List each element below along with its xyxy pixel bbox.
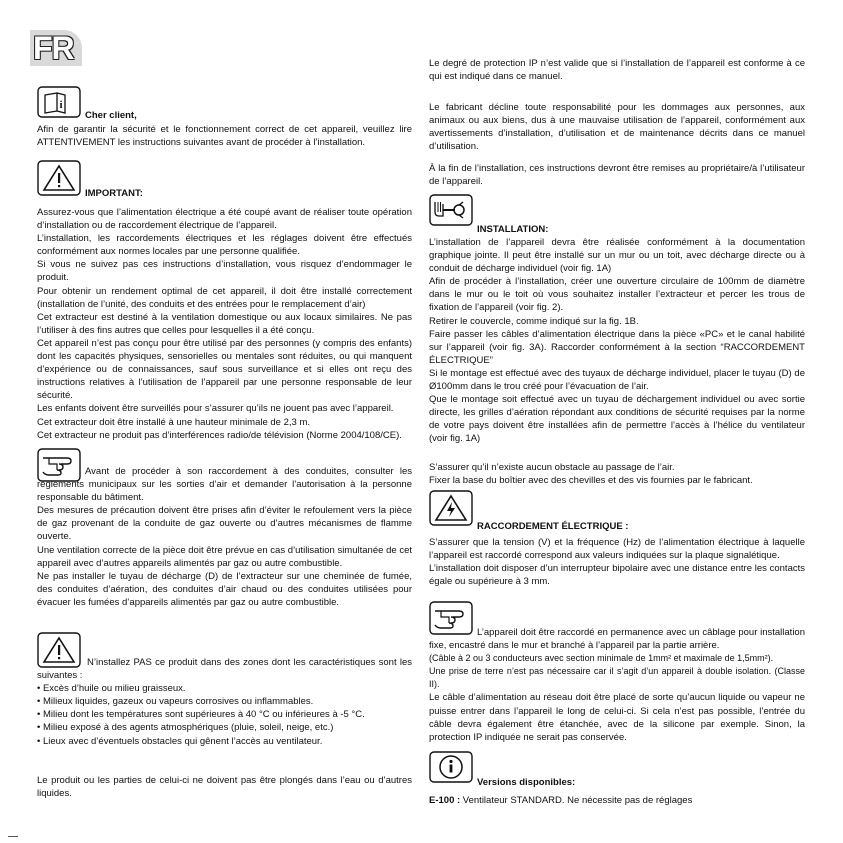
- immersion-para: Le produit ou les parties de celui-ci ne doivent pas être plongés dans l’eau ou d’autres liquides.: [37, 775, 412, 800]
- electrical-para-1: S’assurer que la tension (V) et la fréquence (Hz) de l’alimentation électrique à laquelle l’appareil est raccordé correspond aux valeurs indiquées sur la plaque signalétique.: [429, 537, 805, 562]
- warning2-lead: N’installez PAS ce produit dans des zones dont les caractéristiques sont les suivantes :: [37, 657, 412, 682]
- manual-book-icon: [37, 86, 81, 118]
- warning-triangle-icon: [37, 160, 81, 196]
- warning2-item-1: • Excès d’huile ou milieu graisseux.: [37, 683, 186, 695]
- electric-hazard-icon: [429, 490, 473, 526]
- language-badge: [30, 30, 82, 66]
- installation-text: [429, 236, 805, 446]
- immersion-text: [37, 774, 412, 800]
- warning2-item-3: • Milieu dont les températures sont supérieures à 40 °C ou inférieures à -5 °C.: [37, 709, 365, 721]
- versions-text: [429, 794, 805, 807]
- version-desc: Ventilateur STANDARD. Ne nécessite pas de réglages: [462, 795, 693, 806]
- installation-after-text: [429, 461, 805, 487]
- handover-text: [429, 162, 805, 188]
- important-para-3: Si vous ne suivez pas ces instructions d’installation, vous risquez d’endommager le produit.: [37, 259, 412, 284]
- version-model: E-100 :: [429, 795, 461, 806]
- note2-lead: L’appareil doit être raccordé en permanence avec un câblage pour installation fixe, encastré dans le mur et branché à l’appareil par la partie arrière.: [429, 627, 805, 652]
- intro-para-1: Le degré de protection IP n’est valide que si l’installation de l’appareil est conforme à ce qui est indiqué dans ce manuel.: [429, 58, 805, 83]
- installation-para-2: Afin de procéder à l’installation, créer une ouverture circulaire de 100mm de diamètre dans le mur ou le toit où vous souhaitez installer l’extracteur et percer les trous de fixation de l’appareil (voir fig. 2).: [429, 276, 805, 314]
- dear-client-header: [37, 86, 412, 122]
- installation-para-1: L’installation de l’appareil devra être réalisée conformément à la documentation graphique jointe. Il peut être installé sur un mur ou un toit, avec décharge directe ou à conduit de décharge individuel (voir fig. 1A): [429, 237, 805, 275]
- intro-para-2: Le fabricant décline toute responsabilité pour les dommages aux personnes, aux animaux ou aux biens, dus à une mauvaise utilisation de l’appareil, conformément aux avertissements d’installation, d’utilisation et de maintenance décrits dans ce manuel d’utilisation.: [429, 102, 805, 153]
- electrical-para-2: L’installation doit disposer d’un interrupteur bipolaire avec une distance entre les contacts égale ou supérieure à 3 mm.: [429, 563, 805, 588]
- installation-para-5: Si le montage est effectué avec des tuyaux de décharge individuel, placer le tuyau (D) de Ø100mm dans le trou créé pour l’évacuation de l’air.: [429, 367, 805, 393]
- note1-para-3: Ne pas installer le tuyau de décharge (D) de l’extracteur sur une cheminée de fumée, des conduites d’aération, des conduites d’air chaud ou des conduites utilisées pour évacuer les fumées d’appareils alimentés par gaz ou autre combustible.: [37, 570, 412, 608]
- note1-text: [37, 465, 412, 609]
- important-para-4: Pour obtenir un rendement optimal de cet appareil, il doit être installé correctement (installation de l’unité, des conduits et des entrées pour le remplacement d’air): [37, 285, 412, 310]
- installation-heading: INSTALLATION:: [477, 224, 549, 235]
- warning2-item-4: • Milieu exposé à des agents atmosphériques (pluie, soleil, neige, etc.): [37, 722, 334, 734]
- warning2-item-2: • Milieux liquides, gazeux ou vapeurs corrosives ou inflammables.: [37, 696, 314, 708]
- installation-para-4: Faire passer les câbles d’alimentation électrique dans la pièce «PC» et le canal habilité sur l’appareil (voir fig. 3A). Raccorder conformément à la section “RACCORDEMENT ÉLECTRIQUE”: [429, 328, 805, 366]
- installation-header: [429, 194, 805, 235]
- note2-seal: Le câble d’alimentation au réseau doit être placé de sorte qu’aucun liquide ou vapeur ne puisse entrer dans l’appareil le long de celui-ci. Si cela n’est pas possible, l’entrée du câble devra également être étanchée, avec de la silicone par exemple. Sinon, la protection IP indiquée ne serait pas conservée.: [429, 692, 805, 743]
- note1-para-1: Des mesures de précaution doivent être prises afin d’éviter le refoulement vers la pièce de gaz provenant de la conduite de gaz ouverte ou d’autres mécanismes de flamme ouverte.: [37, 505, 412, 543]
- intro-para-3: À la fin de l’installation, ces instructions devront être remises au propriétaire/à l’utilisateur de l’appareil.: [429, 163, 805, 188]
- note1-para-2: Une ventilation correcte de la pièce doit être prévue en cas d’utilisation simultanée de cet appareil avec d’autres appareils alimentés par gaz ou autre combustible.: [37, 544, 412, 569]
- note2-earth: Une prise de terre n’est pas nécessaire car il s’agit d’un appareil à double isolation. (Classe II).: [429, 666, 805, 690]
- wrench-tool-icon: [429, 194, 473, 226]
- dear-client-text: [37, 123, 412, 149]
- note2-cable: (Câble à 2 ou 3 conducteurs avec section minimale de 1mm² et maximale de 1,5mm²).: [429, 653, 774, 664]
- important-heading: IMPORTANT:: [85, 188, 143, 199]
- installation-after-1: S’assurer qu’il n’existe aucun obstacle au passage de l’air.: [429, 462, 675, 473]
- important-para-8: Cet extracteur doit être installé à une hauteur minimale de 2,3 m.: [37, 416, 311, 428]
- note1-lead: Avant de procéder à son raccordement à des conduites, consulter les règlements municipaux sur les sorties d’air et demander l’autorisation à la personne responsable du bâtiment.: [37, 466, 412, 504]
- important-para-9: Cet extracteur ne produit pas d’interférences radio/de télévision (Norme 2004/108/CE).: [37, 429, 402, 441]
- page-edge-mark: [8, 836, 18, 837]
- warning2-item-5: • Lieux avec d’éventuels obstacles qui gênent l’accès au ventilateur.: [37, 735, 323, 747]
- ip-validity-text: [429, 57, 805, 83]
- versions-heading: Versions disponibles:: [477, 777, 576, 788]
- important-header: [37, 160, 412, 198]
- important-para-5: Cet extracteur est destiné à la ventilation domestique ou aux locaux similaires. Ne pas l’utiliser à des fins autres que celles pour lesquelles il a été conçu.: [37, 311, 412, 336]
- info-icon: [429, 751, 473, 783]
- dear-client-body: Afin de garantir la sécurité et le fonctionnement correct de cet appareil, veuillez lire ATTENTIVEMENT les instructions suivantes avant de procéder à l’installation.: [37, 124, 412, 149]
- important-text: [37, 206, 412, 442]
- installation-para-6: Que le montage soit effectué avec un tuyau de déchargement individuel ou avec sortie directe, les grilles d’aération répondant aux conditions de sécurité requises par la norme de votre pays doivent être installées afin de permettre l’accès à l’hélice du ventilateur (voir fig. 1A): [429, 394, 805, 445]
- svg-text:i: i: [59, 99, 63, 111]
- electrical-text: [429, 536, 805, 588]
- installation-para-3: Retirer le couvercle, comme indiqué sur la fig. 1B.: [429, 315, 639, 327]
- dear-client-heading: Cher client,: [85, 110, 137, 121]
- important-para-1: Assurez-vous que l’alimentation électrique a été coupé avant de réaliser toute opération d’installation ou de raccordement électrique de l’appareil.: [37, 207, 412, 232]
- versions-header: [429, 751, 805, 787]
- important-para-2: L’installation, les raccordements électriques et les réglages doivent être effectués conformément aux normes locales par une personne qualifiée.: [37, 233, 412, 258]
- important-para-6: Cet appareil n’est pas conçu pour être utilisé par des personnes (y compris des enfants) dont les capacités physiques, sensorielles ou mentales sont réduites, ou qui manquent d’expérience ou de connaissances, sauf sous surveillance et si elles ont reçu des instructions relatives à l’utilisation de l’appareil par une personne responsable de leur sécurité.: [37, 337, 412, 402]
- electrical-heading: RACCORDEMENT ÉLECTRIQUE :: [477, 521, 629, 532]
- language-code: FR: [33, 29, 74, 66]
- electrical-header: [429, 490, 805, 532]
- liability-text: [429, 101, 805, 153]
- installation-after-2: Fixer la base du boîtier avec des chevilles et des vis fournies par le fabricant.: [429, 475, 753, 487]
- warning2-text: [37, 656, 412, 748]
- version-line: [429, 794, 805, 807]
- note2-text: [429, 626, 805, 744]
- important-para-7: Les enfants doivent être surveillés pour s’assurer qu’ils ne jouent pas avec l’appareil.: [37, 403, 394, 415]
